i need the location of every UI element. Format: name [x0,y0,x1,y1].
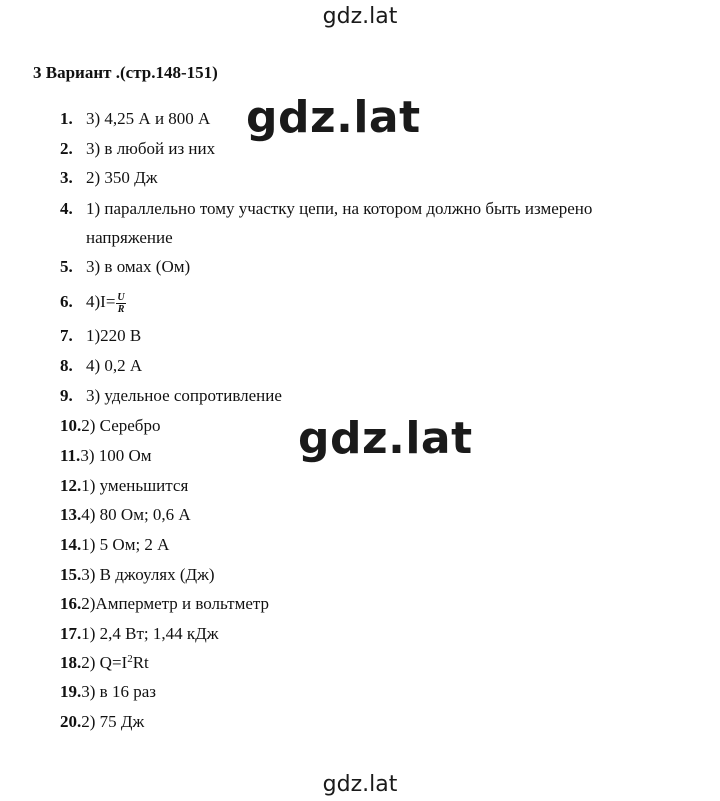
answer-text: 3) В джоулях (Дж) [81,565,215,584]
answer-item-9 [60,385,282,407]
answer-number: 18. [60,653,82,672]
answer-text: 1)220 В [86,326,142,345]
answer-number: 16. [60,594,82,613]
answer-number: 20. [60,712,82,731]
watermark-top: gdz.lat [322,4,398,29]
answer-text: 2) 75 Дж [81,712,145,731]
answer-number: 3. [60,168,73,187]
answer-number: 8. [60,356,73,375]
fraction-numerator: U [117,291,125,303]
answer-text: 3) удельное сопротивление [86,386,282,405]
answer-item-4 [60,198,592,220]
answer-number: 9. [60,386,73,405]
answer-text: 2) Серебро [81,416,161,435]
answer-number: 2. [60,139,73,158]
answer-number: 7. [60,326,73,345]
answer-item-15 [60,564,215,586]
answer-text: 3) в 16 раз [81,682,156,701]
watermark-large: gdz.lat [246,92,421,143]
answer-item-13 [60,504,191,526]
answer-item-8 [60,355,142,377]
answer-text: 1) 5 Ом; 2 А [81,535,170,554]
formula-fraction [116,292,125,315]
answer-item-6 [60,291,126,315]
answer-number: 19. [60,682,82,701]
answer-text-after: Rt [132,653,149,672]
fraction-denominator: R [117,303,125,315]
watermark-large: gdz.lat [298,413,473,464]
answer-number: 15. [60,565,82,584]
answer-number: 1. [60,109,73,128]
answer-item-4-continuation: напряжение [86,228,173,247]
answer-number: 13. [60,505,82,524]
answer-text: 1) уменьшится [81,476,189,495]
answer-item-18 [60,652,149,674]
answer-text: 3) 100 Ом [80,446,152,465]
answer-text: 4) 80 Ом; 0,6 А [81,505,191,524]
answer-item-12 [60,475,188,497]
answer-number: 6. [60,292,73,311]
answer-number: 4. [60,199,73,218]
answer-text: 3) в омах (Ом) [86,257,191,276]
answer-text: 3) 4,25 А и 800 А [86,109,211,128]
answer-item-20 [60,711,144,733]
answer-item-11 [60,445,152,467]
answer-item-3 [60,167,158,189]
answer-number: 14. [60,535,82,554]
answer-item-14 [60,534,169,556]
answer-number: 11. [60,446,81,465]
answer-item-10 [60,415,160,437]
answer-text: 2) Q=I [81,653,128,672]
answer-text: 2)Амперметр и вольтметр [81,594,270,613]
answer-item-17 [60,623,219,645]
answer-item-16 [60,593,269,615]
answer-item-1 [60,108,210,130]
answer-text: 2) 350 Дж [86,168,158,187]
page-heading: 3 Вариант .(стр.148-151) [33,63,218,82]
answer-number: 17. [60,624,82,643]
answer-text: 1) параллельно тому участку цепи, на котором должно быть измерено [86,199,593,218]
answer-item-7 [60,325,141,347]
answer-item-2 [60,138,215,160]
answer-text: 1) 2,4 Вт; 1,44 кДж [81,624,219,643]
answer-number: 12. [60,476,82,495]
answer-number: 5. [60,257,73,276]
answer-text: 4) 0,2 А [86,356,143,375]
watermark-bottom: gdz.lat [322,772,398,797]
answer-item-19 [60,681,156,703]
answer-text: 4)I= [86,292,116,311]
answer-text: 3) в любой из них [86,139,216,158]
answer-number: 10. [60,416,82,435]
superscript-exponent: 2 [127,653,133,665]
answer-item-5 [60,256,190,278]
